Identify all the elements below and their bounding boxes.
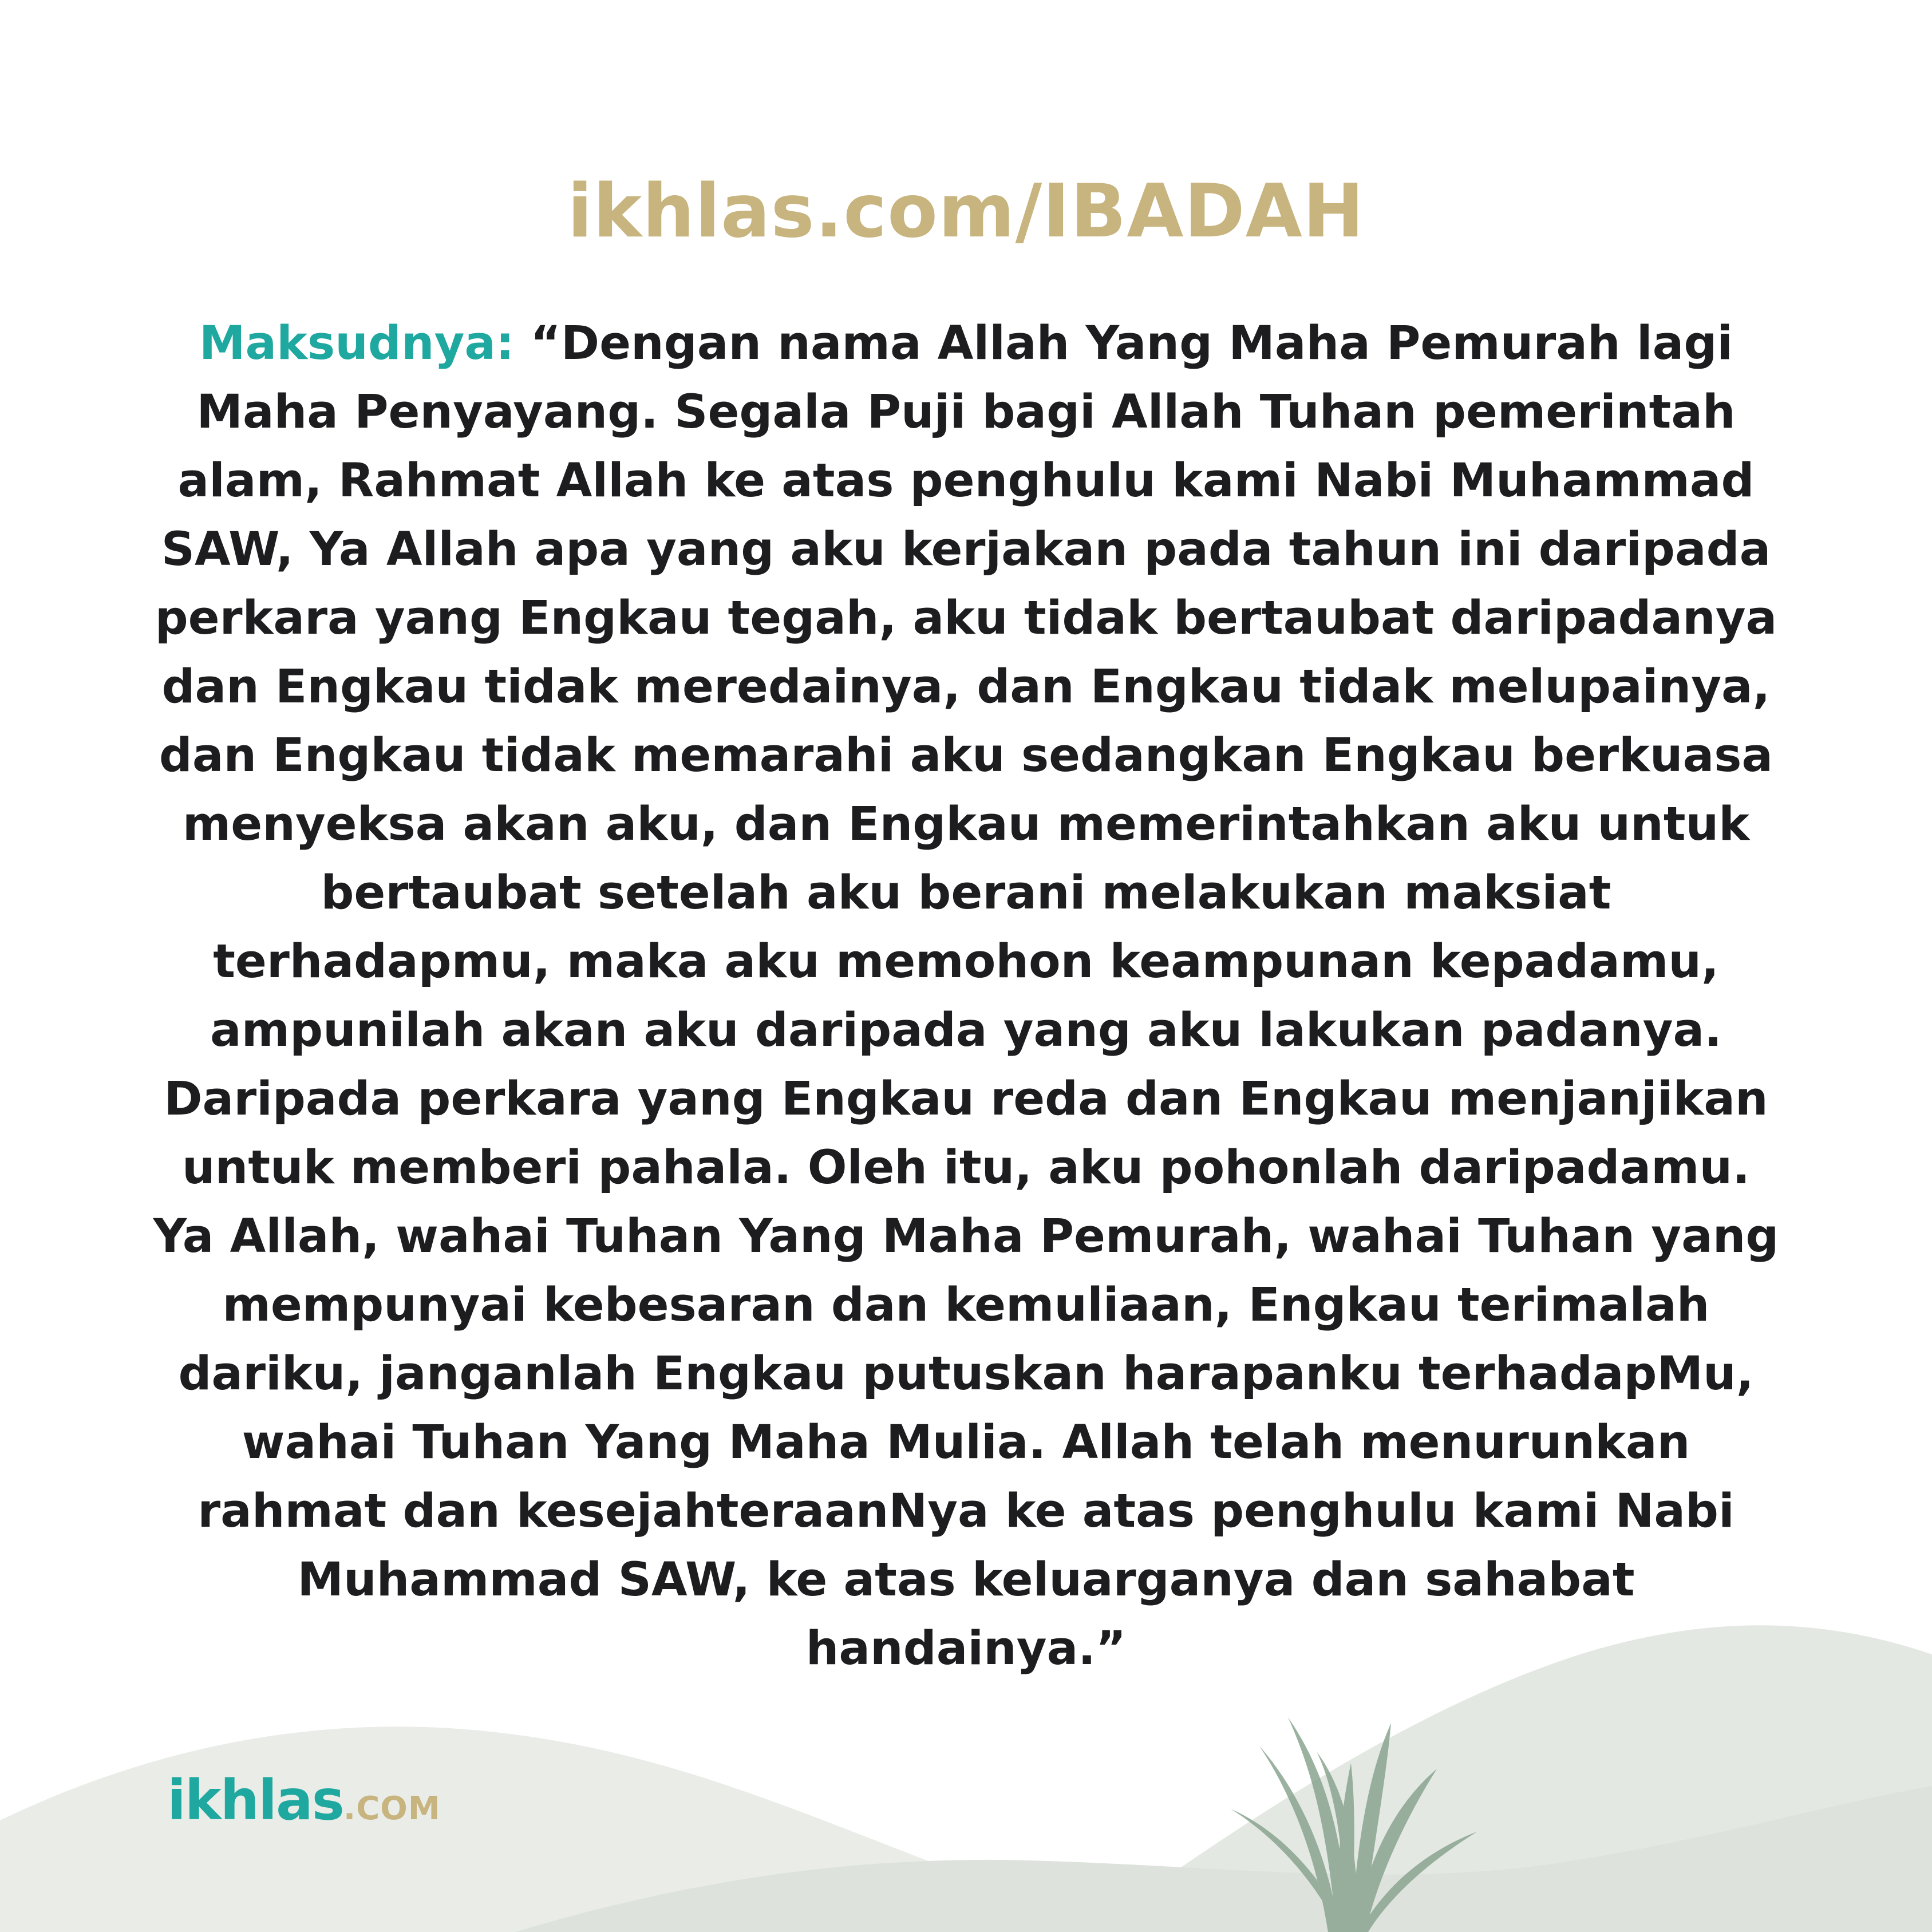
- site-url-heading: ikhlas.com/IBADAH: [567, 169, 1365, 254]
- translation-label: Maksudnya:: [199, 317, 515, 370]
- translation-body: “Dengan nama Allah Yang Maha Pemurah lagi Maha Penyayang. Segala Puji bagi Allah Tuhan pemerintah alam, Rahmat Allah ke atas penghulu kami Nabi Muhammad SAW, Ya Allah apa yang aku kerjakan pada tahun ini daripada perkara yang Engkau tegah, aku tidak bertaubat daripadanya dan Engkau tidak meredainya, dan Engkau tidak melupainya, dan Engkau tidak memarahi aku sedangkan Engkau berkuasa menyeksa akan aku, dan Engkau memerintahkan aku untuk bertaubat setelah aku berani melakukan maksiat terhadapmu, maka aku memohon keampunan kepadamu, ampunilah akan aku daripada yang aku lakukan padanya. Daripada perkara yang Engkau reda dan Engkau menjanjikan untuk memberi pahala. Oleh itu, aku pohonlah daripadamu. Ya Allah, wahai Tuhan Yang Maha Pemurah, wahai Tuhan yang mempunyai kebesaran dan kemuliaan, Engkau terimalah dariku, janganlah Engkau putuskan harapanku terhadapMu, wahai Tuhan Yang Maha Mulia. Allah telah menurunkan rahmat dan kesejahteraanNya ke atas penghulu kami Nabi Muhammad SAW, ke atas keluarganya dan sahabat handainya.”: [153, 317, 1779, 1676]
- translation-text: [146, 309, 1786, 1683]
- brand-logo: [167, 1766, 441, 1851]
- logo-domain: .COM: [343, 1790, 441, 1827]
- logo-wordmark: ikhlas: [167, 1768, 343, 1832]
